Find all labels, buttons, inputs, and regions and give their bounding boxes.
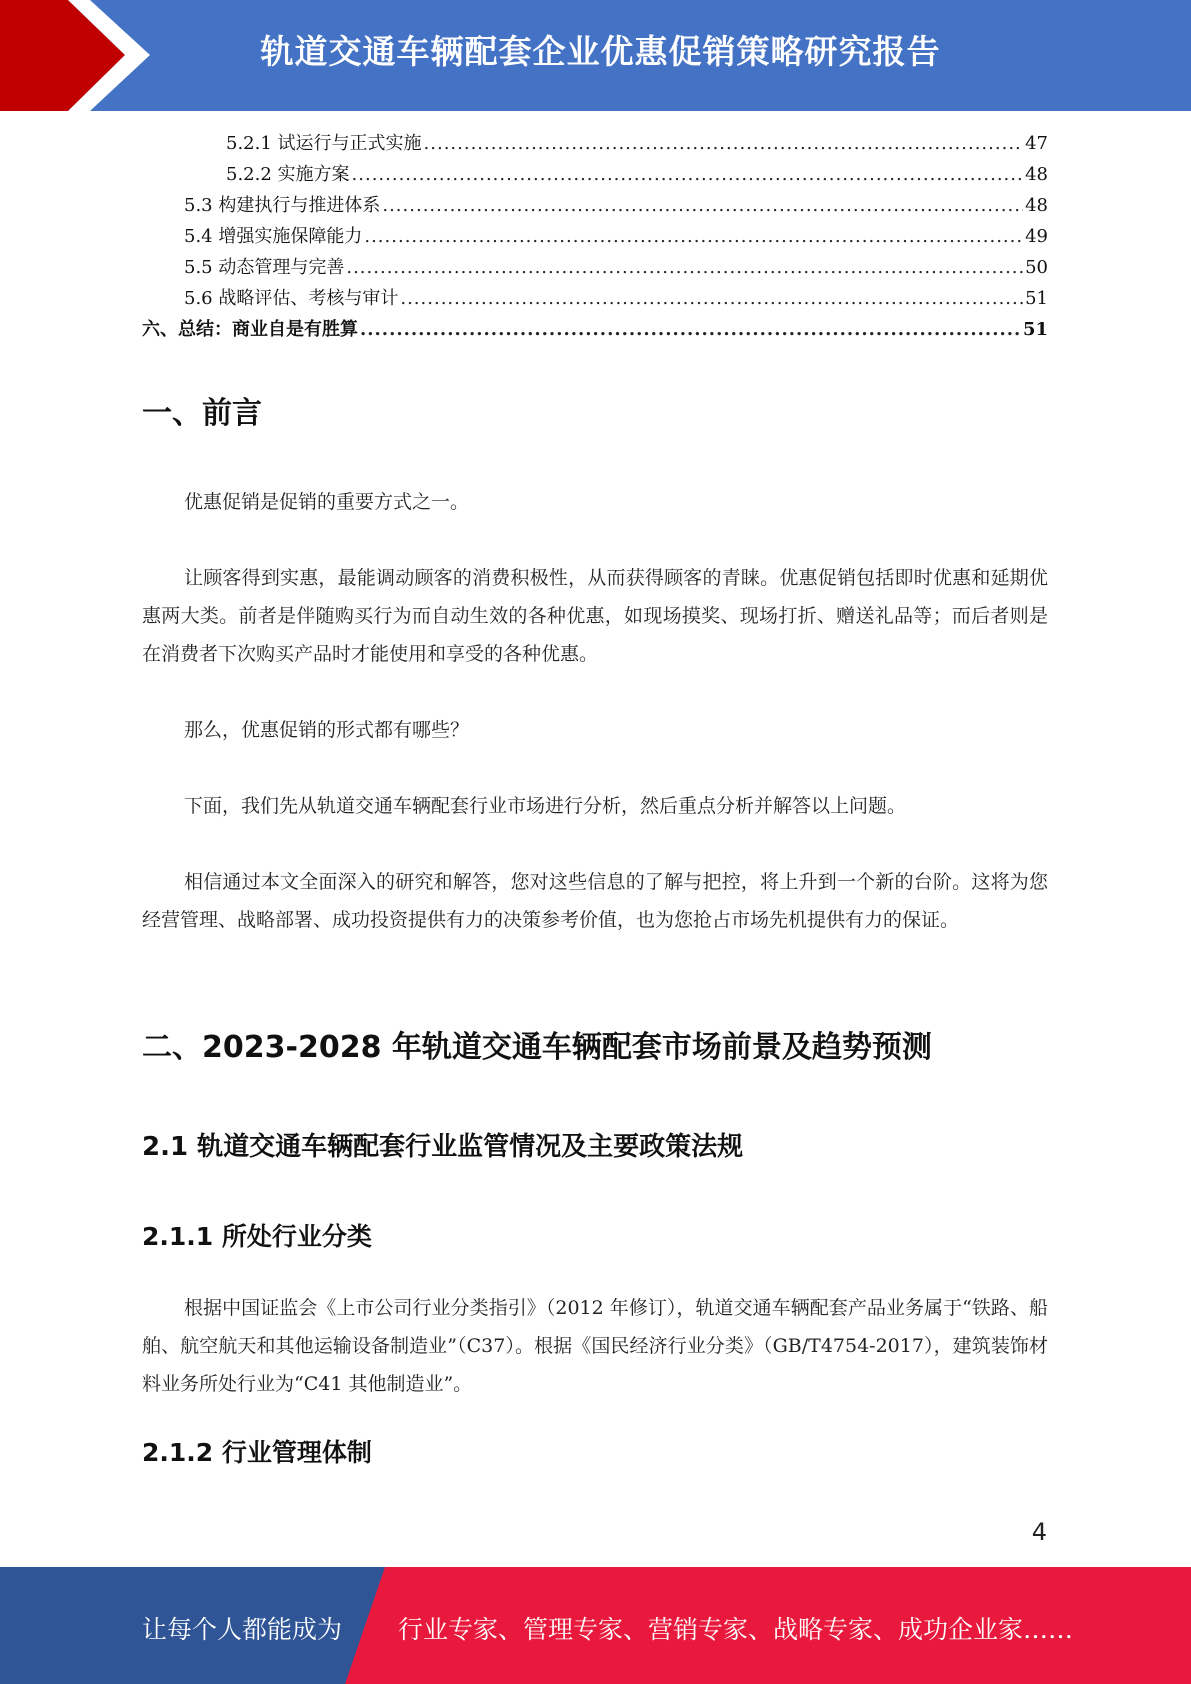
toc-entry-page: 48 xyxy=(1025,164,1048,185)
section-heading-preface: 一、前言 xyxy=(142,396,262,431)
toc-entry-page: 50 xyxy=(1025,257,1048,278)
paragraph: 优惠促销是促销的重要方式之一。 xyxy=(184,491,470,513)
toc-entry[interactable] xyxy=(142,315,1048,346)
toc-entry[interactable] xyxy=(142,191,1048,222)
paragraph: 让顾客得到实惠，最能调动顾客的消费积极性，从而获得顾客的青睐。优惠促销包括即时优惠和延期优惠两大类。前者是伴随购买行为而自动生效的各种优惠，如现场摸奖、现场打折、赠送礼品等；而后者则是在消费者下次购买产品时才能使用和享受的各种优惠。 xyxy=(142,567,1048,665)
toc-leader xyxy=(424,133,1024,154)
toc-leader xyxy=(400,288,1023,309)
paragraph: 下面，我们先从轨道交通车辆配套行业市场进行分析，然后重点分析并解答以上问题。 xyxy=(184,795,907,817)
toc-entry[interactable] xyxy=(142,160,1048,191)
toc-entry-page: 51 xyxy=(1022,319,1048,340)
toc-leader xyxy=(352,164,1024,185)
subsection-heading: 2.1 轨道交通车辆配套行业监管情况及主要政策法规 xyxy=(142,1132,744,1162)
toc-entry-label: 5.3 构建执行与推进体系 xyxy=(184,195,381,216)
toc-entry-page: 49 xyxy=(1025,226,1048,247)
subsubsection-heading: 2.1.2 行业管理体制 xyxy=(142,1438,372,1467)
toc-entry-label: 5.6 战略评估、考核与审计 xyxy=(184,288,399,309)
header-title: 轨道交通车辆配套企业优惠促销策略研究报告 xyxy=(260,32,941,71)
paragraph: 那么，优惠促销的形式都有哪些？ xyxy=(184,719,470,741)
toc-entry[interactable] xyxy=(142,129,1048,160)
footer-slogan-right: 行业专家、管理专家、营销专家、战略专家、成功企业家…… xyxy=(398,1615,1074,1644)
toc-entry-label: 5.5 动态管理与完善 xyxy=(184,257,345,278)
toc-entry[interactable] xyxy=(142,284,1048,315)
toc-leader xyxy=(364,226,1023,247)
subsubsection-heading: 2.1.1 所处行业分类 xyxy=(142,1222,372,1251)
toc-entry-page: 48 xyxy=(1025,195,1048,216)
table-of-contents xyxy=(142,129,1048,346)
page-footer xyxy=(0,1567,1191,1684)
toc-leader xyxy=(382,195,1023,216)
toc-entry[interactable] xyxy=(142,222,1048,253)
paragraph: 相信通过本文全面深入的研究和解答，您对这些信息的了解与把控，将上升到一个新的台阶。这将为您经营管理、战略部署、成功投资提供有力的决策参考价值，也为您抢占市场先机提供有力的保证。 xyxy=(142,871,1048,931)
paragraph: 根据中国证监会《上市公司行业分类指引》（2012 年修订），轨道交通车辆配套产品业务属于“铁路、船舶、航空航天和其他运输设备制造业”（C37）。根据《国民经济行业分类》（GB/T4754-2017），建筑装饰材料业务所处行业为“C41 其他制造业”。 xyxy=(142,1297,1048,1395)
toc-entry-label: 5.4 增强实施保障能力 xyxy=(184,226,363,247)
page-header xyxy=(0,0,1191,111)
toc-leader xyxy=(360,319,1021,340)
page-number: 4 xyxy=(1031,1518,1047,1546)
toc-entry-page: 51 xyxy=(1025,288,1048,309)
toc-entry[interactable] xyxy=(142,253,1048,284)
toc-entry-page: 47 xyxy=(1025,133,1048,154)
toc-leader xyxy=(346,257,1023,278)
toc-entry-label: 六、总结：商业自是有胜算 xyxy=(142,319,358,340)
footer-slogan-left: 让每个人都能成为 xyxy=(142,1615,343,1644)
section-heading-market-outlook: 二、2023-2028 年轨道交通车辆配套市场前景及趋势预测 xyxy=(142,1030,932,1065)
toc-entry-label: 5.2.2 实施方案 xyxy=(226,164,350,185)
toc-entry-label: 5.2.1 试运行与正式实施 xyxy=(226,133,422,154)
